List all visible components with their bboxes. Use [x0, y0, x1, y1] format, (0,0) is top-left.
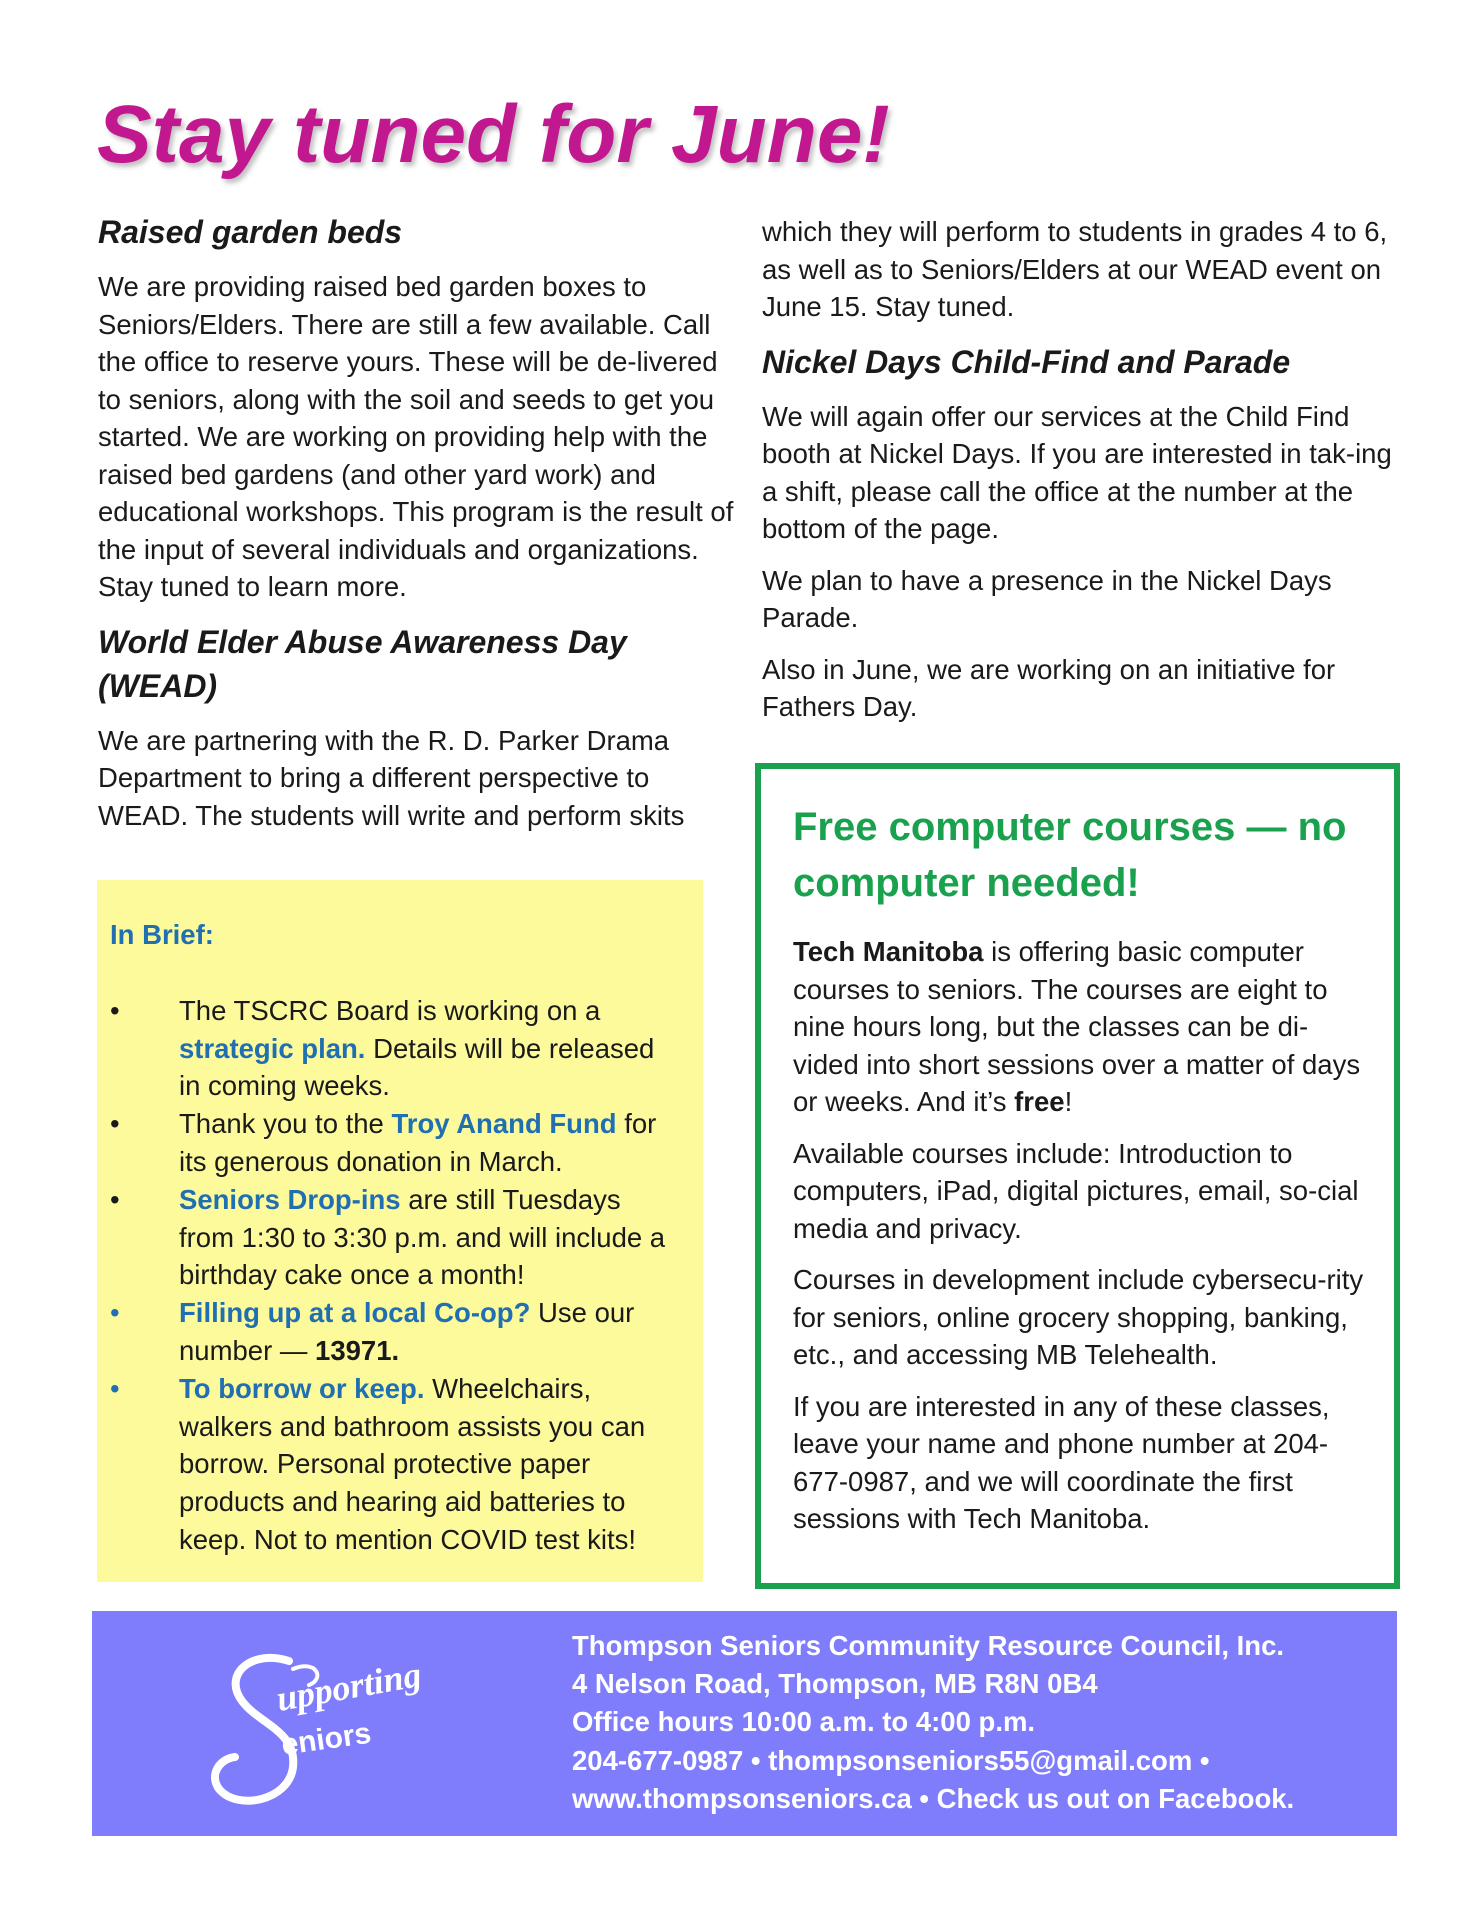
courses-p2: Available courses include: Introduction to computers, iPad, digital pictures, email, so-cial media and privacy.	[793, 1137, 1359, 1244]
courses-heading: Free computer courses — no computer needed!	[793, 805, 1347, 905]
bullet-icon: •	[110, 1372, 120, 1404]
office-hours: Office hours 10:00 a.m. to 4:00 p.m.	[572, 1706, 1036, 1738]
courses-p1: Tech Manitoba is offering basic computer courses to seniors. The courses are eight to nine hours long, but the classes can be di-vided into short sessions over a matter of days or weeks. And it’s free!	[793, 936, 1361, 1117]
coop-link: Filling up at a local Co-op?	[179, 1297, 531, 1329]
wead-heading: World Elder Abuse Awareness Day (WEAD)	[98, 623, 627, 704]
in-brief-heading: In Brief:	[110, 919, 214, 950]
footer-banner	[92, 1611, 1397, 1836]
courses-p4: If you are interested in any of these classes, leave your name and phone number at 204-677-0987, and we will coordinate the first sessions with Tech Manitoba.	[793, 1390, 1330, 1534]
garden-heading: Raised garden beds	[98, 214, 403, 250]
bullet-icon: •	[110, 994, 120, 1026]
org-name: Thompson Seniors Community Resource Council, Inc.	[572, 1630, 1285, 1661]
borrow-keep-link: To borrow or keep.	[179, 1372, 425, 1404]
bullet-icon: •	[110, 1297, 120, 1329]
org-address: 4 Nelson Road, Thompson, MB R8N 0B4	[572, 1668, 1098, 1700]
list-item: • Filling up at a local Co-op? Use our number — 13971.	[110, 1294, 681, 1370]
strategic-plan-link: strategic plan.	[179, 1032, 366, 1064]
coop-number: 13971.	[315, 1334, 400, 1366]
drop-ins-link: Seniors Drop-ins	[179, 1183, 401, 1215]
right-column	[762, 213, 1402, 740]
page-title: Stay tuned for June!	[97, 89, 890, 180]
left-column	[98, 210, 738, 848]
nickel-p3: Also in June, we are working on an initiative for Fathers Day.	[762, 653, 1336, 722]
svg-text:eniors: eniors	[279, 1716, 374, 1762]
wead-continued: which they will perform to students in grades 4 to 6, as well as to Seniors/Elders at our WEAD event on June 15. Stay tuned.	[762, 216, 1388, 322]
supporting-seniors-logo	[197, 1639, 427, 1819]
svg-text:upporting: upporting	[273, 1654, 425, 1719]
list-item: • Thank you to the Troy Anand Fund for its generous donation in March.	[110, 1105, 681, 1181]
nickel-heading: Nickel Days Child-Find and Parade	[762, 343, 1291, 380]
in-brief-list	[110, 992, 681, 1559]
nickel-p1: We will again offer our services at the Child Find booth at Nickel Days. If you are interested in tak-ing a shift, please call the office at the number at the bottom of the page.	[762, 400, 1392, 544]
list-item: • To borrow or keep. Wheelchairs, walkers and bathroom assists you can borrow. Personal protective paper products and hearing aid batteries to keep. Not to mention COVID test kits!	[110, 1370, 681, 1559]
computer-courses-box	[755, 763, 1400, 1589]
list-item: • The TSCRC Board is working on a strategic plan. Details will be released in coming weeks.	[110, 992, 681, 1105]
in-brief-box	[97, 880, 703, 1582]
footer-text	[572, 1627, 1294, 1818]
troy-anand-fund-link: Troy Anand Fund	[391, 1108, 617, 1140]
bullet-icon: •	[110, 1183, 120, 1215]
web-line: www.thompsonseniors.ca • Check us out on Facebook.	[572, 1782, 1295, 1814]
bullet-icon: •	[110, 1108, 120, 1140]
wead-body: We are partnering with the R. D. Parker Drama Department to bring a different perspective to WEAD. The students will write and perform skits	[98, 724, 685, 831]
contact-line: 204-677-0987 • thompsonseniors55@gmail.com •	[572, 1744, 1210, 1776]
garden-body: We are providing raised bed garden boxes to Seniors/Elders. There are still a few available. Call the office to reserve yours. These will be de-livered to seniors, along with the soil and seeds to get you started. We are working on providing help with the raised bed gardens (and other yard work) and educational workshops. This program is the result of the input of several individuals and organizations. Stay tuned to learn more.	[98, 271, 734, 602]
nickel-p2: We plan to have a presence in the Nickel Days Parade.	[762, 564, 1332, 633]
list-item: • Seniors Drop-ins are still Tuesdays from 1:30 to 3:30 p.m. and will include a birthday cake once a month!	[110, 1181, 681, 1294]
courses-p3: Courses in development include cybersecu-rity for seniors, online grocery shopping, banking, etc., and accessing MB Telehealth.	[793, 1264, 1364, 1370]
